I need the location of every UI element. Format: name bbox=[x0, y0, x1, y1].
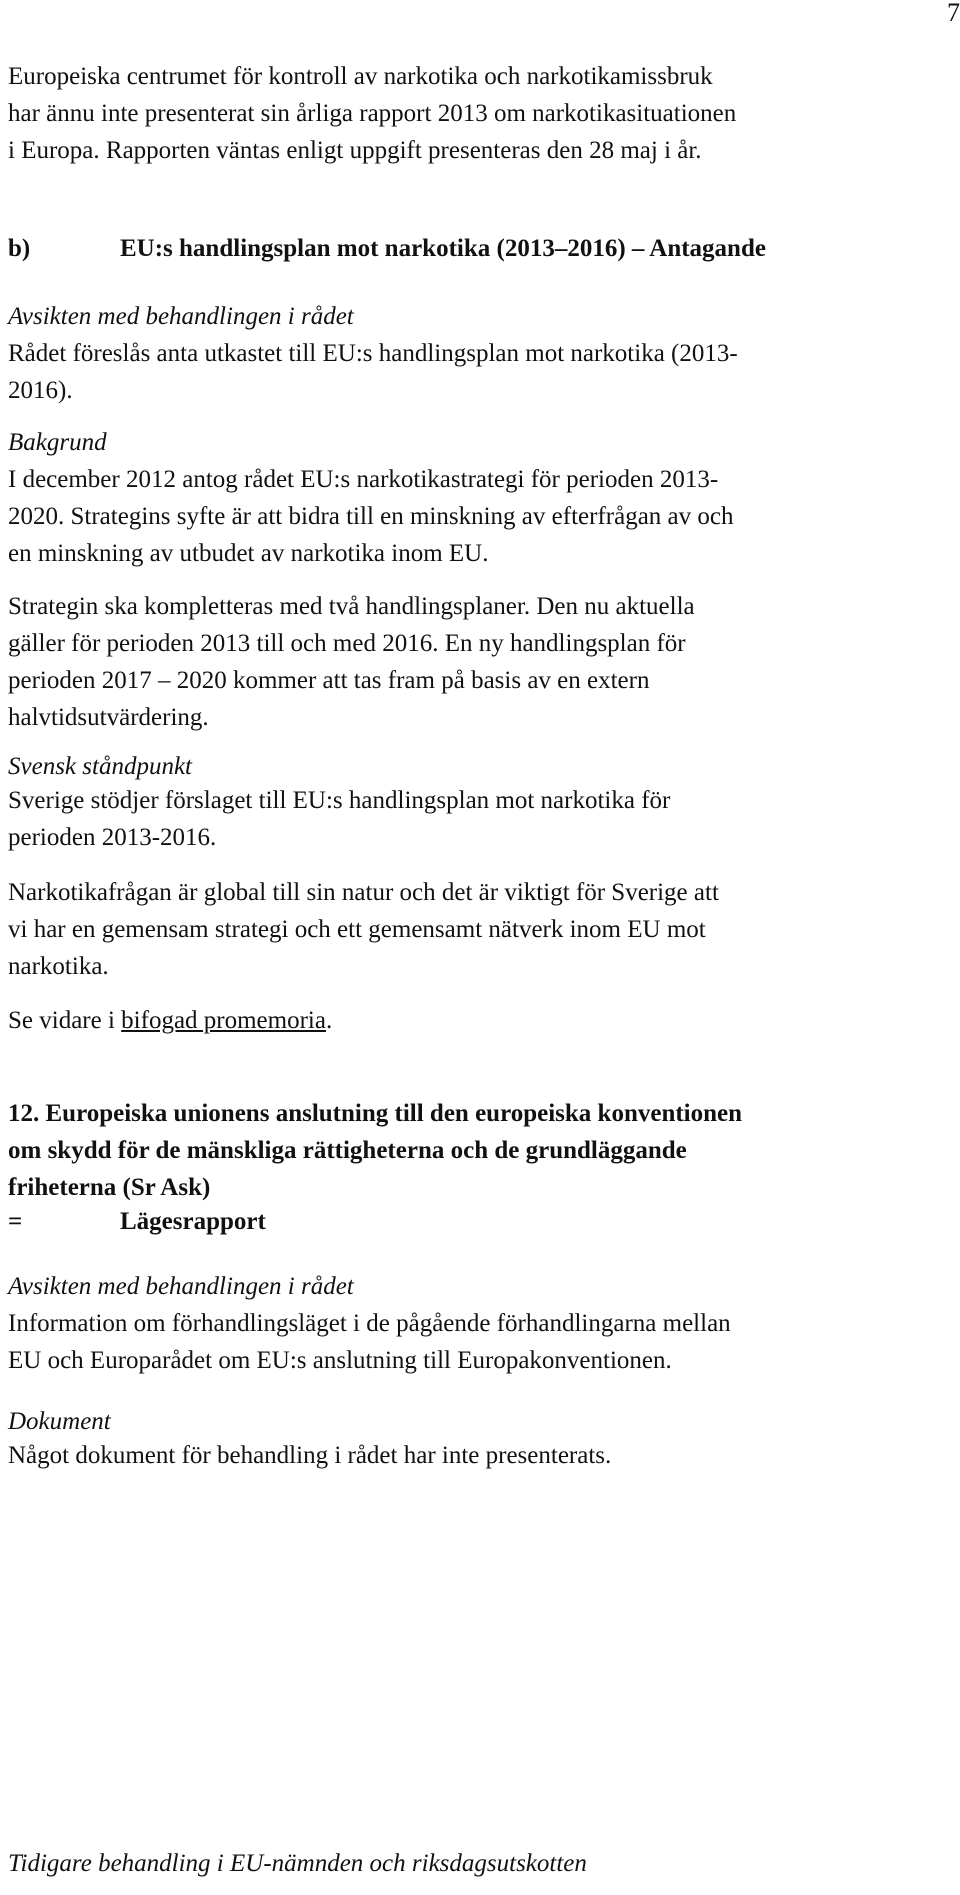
text-line: EU och Europarådet om EU:s anslutning till Europakonventionen. bbox=[8, 1347, 672, 1374]
section-title: EU:s handlingsplan mot narkotika (2013–2016) – Antagande bbox=[120, 235, 766, 262]
text-line: i Europa. Rapporten väntas enligt uppgift presenteras den 28 maj i år. bbox=[8, 137, 702, 164]
text-line: Narkotikafrågan är global till sin natur och det är viktigt för Sverige att bbox=[8, 879, 719, 906]
position-heading: Svensk ståndpunkt bbox=[8, 753, 192, 780]
status-label: = bbox=[8, 1208, 23, 1235]
text-line: Rådet föreslås anta utkastet till EU:s handlingsplan mot narkotika (2013- bbox=[8, 340, 738, 367]
document-heading: Dokument bbox=[8, 1408, 111, 1435]
text-line: I december 2012 antog rådet EU:s narkotikastrategi för perioden 2013- bbox=[8, 466, 719, 493]
text-line: Strategin ska kompletteras med två handlingsplaner. Den nu aktuella bbox=[8, 593, 695, 620]
text-line: vi har en gemensam strategi och ett gemensamt nätverk inom EU mot bbox=[8, 916, 706, 943]
status-text: Lägesrapport bbox=[120, 1208, 266, 1235]
section-b-heading bbox=[8, 230, 958, 267]
section-label: b) bbox=[8, 235, 31, 262]
text-line: halvtidsutvärdering. bbox=[8, 704, 209, 731]
heading-line: om skydd för de mänskliga rättigheterna och de grundläggande bbox=[8, 1137, 687, 1164]
background-paragraph-2 bbox=[8, 588, 958, 736]
position-paragraph-1 bbox=[8, 782, 958, 856]
background-heading: Bakgrund bbox=[8, 429, 107, 456]
text-line: gäller för perioden 2013 till och med 2016. En ny handlingsplan för bbox=[8, 630, 686, 657]
text-line: 2016). bbox=[8, 377, 73, 404]
text-line: en minskning av utbudet av narkotika inom EU. bbox=[8, 540, 489, 567]
text-line: har ännu inte presenterat sin årliga rapport 2013 om narkotikasituationen bbox=[8, 100, 737, 127]
position-paragraph-2 bbox=[8, 874, 958, 985]
item-12-purpose-heading: Avsikten med behandlingen i rådet bbox=[8, 1273, 354, 1300]
item-12-status bbox=[8, 1203, 958, 1240]
heading-line: friheterna (Sr Ask) bbox=[8, 1174, 211, 1201]
see-more-suffix: . bbox=[325, 1007, 333, 1034]
see-more-line bbox=[8, 1002, 958, 1039]
background-paragraph-1 bbox=[8, 461, 958, 572]
see-more-prefix: Se vidare i bbox=[8, 1007, 122, 1034]
purpose-paragraph bbox=[8, 335, 958, 409]
previous-treatment-heading: Tidigare behandling i EU-nämnden och riksdagsutskotten bbox=[8, 1850, 587, 1877]
text-line: 2020. Strategins syfte är att bidra till en minskning av efterfrågan av och bbox=[8, 503, 734, 530]
memo-link[interactable]: bifogad promemoria bbox=[121, 1007, 326, 1034]
heading-line: 12. Europeiska unionens anslutning till den europeiska konventionen bbox=[8, 1100, 743, 1127]
intro-paragraph bbox=[8, 58, 958, 169]
item-12-heading bbox=[8, 1095, 960, 1206]
page-number: 7 bbox=[947, 0, 960, 27]
document-text: Något dokument för behandling i rådet har inte presenterats. bbox=[8, 1442, 612, 1469]
text-line: perioden 2017 – 2020 kommer att tas fram på basis av en extern bbox=[8, 667, 650, 694]
text-line: Information om förhandlingsläget i de pågående förhandlingarna mellan bbox=[8, 1310, 731, 1337]
text-line: Europeiska centrumet för kontroll av narkotika och narkotikamissbruk bbox=[8, 63, 713, 90]
text-line: narkotika. bbox=[8, 953, 109, 980]
text-line: Sverige stödjer förslaget till EU:s handlingsplan mot narkotika för bbox=[8, 787, 671, 814]
item-12-purpose-paragraph bbox=[8, 1305, 958, 1379]
text-line: perioden 2013-2016. bbox=[8, 824, 217, 851]
purpose-heading: Avsikten med behandlingen i rådet bbox=[8, 303, 354, 330]
